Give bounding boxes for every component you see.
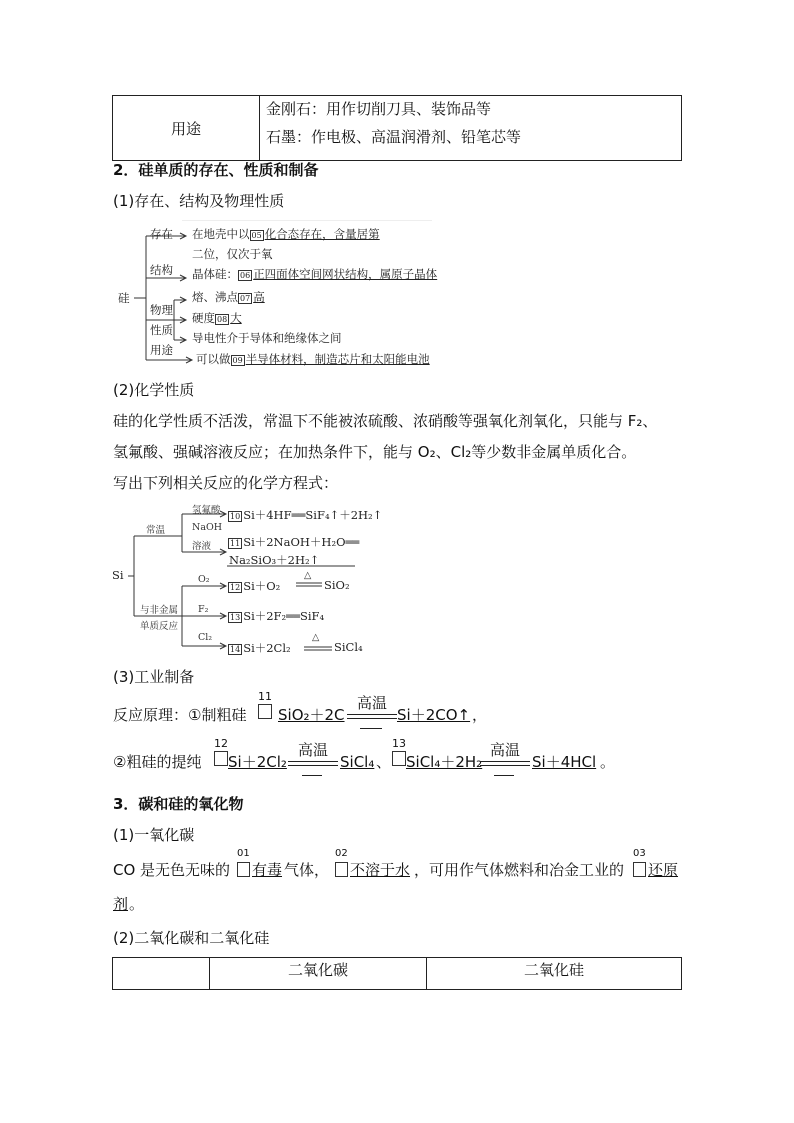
eq-cl2-product: SiCl₄ [334, 640, 363, 654]
diagram1-line-crystal [192, 266, 437, 282]
co-text-c: 气体， [284, 861, 330, 879]
answer-box-09: 09 [232, 355, 243, 365]
co-text-g: 剂 [113, 895, 129, 913]
diagram1-line-use [196, 351, 430, 367]
prep2-cond2: 高温 [489, 741, 520, 759]
prep2-rhs2: Si＋4HCl [532, 753, 597, 771]
prep2-eqline1-c [302, 775, 322, 776]
use-row-graphite: 石墨：作电极、高温润滑剂、铅笔芯等 [266, 128, 522, 146]
section2-heading: 2．硅单质的存在、性质和制备 [113, 161, 319, 179]
diagram1-line-melt [192, 289, 265, 305]
eq-hf-text: Si＋4HF══SiF₄↑＋2H₂↑ [243, 508, 383, 522]
reagent-f2: F₂ [198, 604, 209, 615]
branch-nonmetal-a: 与非金属 [140, 605, 179, 616]
prep1-rhs: Si＋2CO↑ [397, 706, 471, 724]
answer-box-10: 10 [230, 511, 241, 521]
exist-text-a: 在地壳中以 [192, 227, 250, 241]
prep1-eqline-a [347, 714, 397, 715]
prep2-sep: 、 [376, 753, 392, 771]
prep2-label: ②粗硅的提纯 [113, 753, 202, 771]
prep1-num: 11 [258, 690, 272, 703]
section2-sub3: (3)工业制备 [113, 668, 195, 686]
diagram1-line-conduct: 导电性介于导体和绝缘体之间 [192, 331, 342, 345]
use-table [112, 95, 682, 161]
diagram1-cat-prop: 性质 [150, 323, 173, 337]
prep2-eqline1-a [288, 761, 338, 762]
silicon-property-diagram [112, 220, 438, 368]
prep1-eqline-c [360, 728, 382, 729]
co-text-f: 还原 [648, 861, 679, 879]
prep2-eqline1-b [288, 765, 338, 766]
melt-value: 高 [253, 290, 265, 304]
hard-label: 硬度 [192, 311, 215, 325]
co-text-e: ，可用作气体燃料和冶金工业的 [414, 861, 625, 879]
hard-value: 大 [230, 311, 242, 325]
prep2-eqline2-a [480, 761, 530, 762]
use-value-text: 半导体材料，制造芯片和太阳能电池 [245, 352, 430, 366]
prep1-lhs: SiO₂＋2C [278, 706, 345, 724]
crystal-structure: 正四面体空间网状结构，属原子晶体 [253, 267, 438, 281]
eq-f2-text: Si＋2F₂══SiF₄ [243, 609, 325, 623]
co-text-h: 。 [129, 895, 145, 913]
chem-para-2: 氢氟酸、强碱溶液反应；在加热条件下，能与 O₂、Cl₂等少数非金属单质化合。 [113, 443, 637, 461]
diagram1-cat-phys: 物理 [150, 303, 173, 317]
answer-box-12: 12 [230, 582, 241, 592]
section2-sub2: (2)化学性质 [113, 381, 195, 399]
section2-sub1: (1)存在、结构及物理性质 [113, 192, 285, 210]
exist-text-b: 化合态存在，含量居第 [264, 227, 380, 241]
diagram1-root: 硅 [118, 291, 130, 305]
diagram1-line-exist [192, 226, 380, 242]
heat-symbol-cl2: △ [312, 632, 320, 643]
co-box-02 [335, 862, 348, 877]
melt-label: 熔、沸点 [192, 290, 238, 304]
reagent-naoh-a: NaOH [192, 522, 223, 533]
co-text-a: CO 是无色无味的 [113, 861, 231, 879]
co-num-03: 03 [633, 848, 646, 859]
prep1-cond: 高温 [356, 694, 387, 712]
heat-symbol-o2: △ [304, 570, 312, 581]
prep2-box1 [214, 751, 228, 766]
chem-para-1: 硅的化学性质不活泼，常温下不能被浓硫酸、浓硝酸等强氧化剂氧化，只能与 F₂、 [113, 412, 658, 430]
prep2-end: 。 [600, 753, 616, 771]
prep2-rhs1: SiCl₄ [340, 753, 375, 771]
eq-naoh [228, 534, 359, 550]
oxide-compare-table [112, 957, 682, 990]
prep2-eqline2-b [480, 765, 530, 766]
oxide-header-blank [113, 958, 210, 990]
eq-f2 [228, 608, 324, 624]
use-content [260, 96, 682, 161]
crystal-label: 晶体硅： [192, 267, 238, 281]
eq-cl2 [228, 640, 291, 656]
oxide-header-sio2: 二氧化硅 [427, 958, 682, 990]
co-text-d: 不溶于水 [350, 861, 411, 879]
reagent-cl2: Cl₂ [198, 632, 213, 643]
answer-box-05: 05 [251, 230, 262, 240]
diagram1-line-second: 二位，仅次于氧 [192, 247, 273, 261]
prep2-num2: 13 [392, 737, 406, 750]
prep2-box2 [392, 751, 406, 766]
prep2-lhs2: SiCl₄＋2H₂ [406, 753, 483, 771]
answer-box-07: 07 [240, 293, 251, 303]
oxide-header-co2: 二氧化碳 [210, 958, 427, 990]
diagram1-cat-use: 用途 [150, 343, 173, 357]
use-label-text: 可以做 [196, 352, 231, 366]
diagram1-cat-exist: 存在 [150, 227, 173, 241]
prep1-box [258, 704, 272, 719]
prep1-eqline-b [347, 718, 397, 719]
diagram1-cat-struct: 结构 [150, 263, 173, 277]
branch-nonmetal-b: 单质反应 [140, 621, 179, 632]
silicon-reaction-diagram [112, 500, 392, 655]
section3-sub2: (2)二氧化碳和二氧化硅 [113, 929, 270, 947]
co-box-01 [237, 862, 250, 877]
co-text-b: 有毒 [252, 861, 283, 879]
co-box-03 [633, 862, 646, 877]
prep1-comma: ， [472, 706, 488, 724]
reagent-naoh-b: 溶液 [192, 541, 212, 552]
co-num-02: 02 [335, 848, 348, 859]
prep2-cond1: 高温 [297, 741, 328, 759]
answer-box-08: 08 [217, 314, 228, 324]
eq-cl2-lhs: Si＋2Cl₂ [243, 641, 291, 655]
diagram1-line-hard [192, 310, 242, 326]
answer-box-14: 14 [230, 644, 241, 654]
prep2-lhs1: Si＋2Cl₂ [228, 753, 287, 771]
answer-box-13: 13 [230, 612, 241, 622]
prep1-label: 反应原理：①制粗硅 [113, 706, 247, 724]
co-num-01: 01 [237, 848, 250, 859]
diagram2-root: Si [112, 568, 124, 582]
eq-hf [228, 507, 382, 523]
answer-box-06: 06 [240, 270, 251, 280]
section3-heading: 3．碳和硅的氧化物 [113, 795, 244, 813]
eq-o2 [228, 578, 280, 594]
branch-room-temp: 常温 [146, 525, 166, 536]
eq-naoh-text-a: Si＋2NaOH＋H₂O══ [243, 535, 360, 549]
section3-sub1: (1)一氧化碳 [113, 826, 195, 844]
oxide-table-header [113, 958, 682, 990]
reagent-o2: O₂ [198, 574, 210, 585]
eq-naoh-product: Na₂SiO₃＋2H₂↑ [229, 553, 320, 567]
eq-o2-lhs: Si＋O₂ [243, 579, 281, 593]
use-row-diamond: 金刚石：用作切削刀具、装饰品等 [266, 100, 492, 118]
answer-box-11: 11 [230, 538, 241, 548]
prep2-eqline2-c [494, 775, 514, 776]
chem-para-3: 写出下列相关反应的化学方程式： [113, 474, 339, 492]
reagent-hf: 氢氟酸 [192, 505, 221, 516]
eq-o2-product: SiO₂ [324, 578, 350, 592]
prep2-num1: 12 [214, 737, 228, 750]
use-label: 用途 [113, 96, 260, 161]
